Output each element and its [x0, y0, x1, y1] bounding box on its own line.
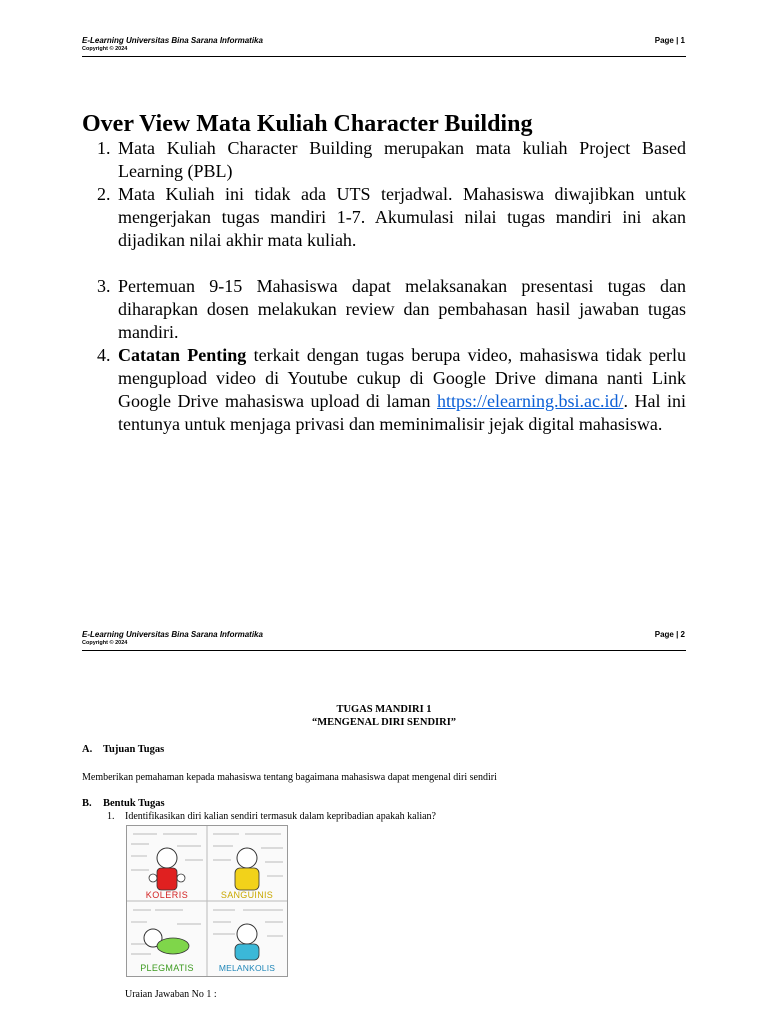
header-title: E-Learning Universitas Bina Sarana Informatika: [82, 630, 263, 639]
label-plegmatis: PLEGMATIS: [140, 963, 194, 973]
label-melankolis: MELANKOLIS: [218, 963, 276, 973]
item-number: 3.: [97, 276, 111, 296]
assignment-subheading: “MENGENAL DIRI SENDIRI”: [311, 717, 457, 728]
melankolis-figure: [235, 924, 259, 960]
section-a-title: [82, 743, 164, 756]
section-b-item-text: Identifikasikan diri kalian sendiri termasuk dalam kepribadian apakah kalian?: [125, 811, 436, 822]
overview-list: [82, 137, 686, 436]
overview-item-2: [82, 183, 686, 252]
overview-item-3: [82, 275, 686, 344]
section-b-title: [82, 797, 165, 810]
item-text: Mata Kuliah ini tidak ada UTS terjadwal. Mahasiswa diwajibkan untuk mengerjakan tugas mandiri 1-7. Akumulasi nilai tugas mandiri ini akan dijadikan nilai akhir mata kuliah.: [118, 184, 686, 250]
sanguinis-figure: [235, 848, 259, 890]
personality-grid-svg: [127, 826, 287, 976]
page1-header: [82, 36, 686, 60]
label-sanguinis: SANGUINIS: [220, 890, 274, 900]
personality-types-illustration: [126, 825, 288, 977]
header-title: E-Learning Universitas Bina Sarana Informatika: [82, 36, 263, 45]
section-title: Tujuan Tugas: [103, 744, 165, 755]
item-text: Pertemuan 9-15 Mahasiswa dapat melaksanakan presentasi tugas dan diharapkan dosen melakukan review dan pembahasan hasil jawaban tugas mandiri.: [118, 276, 686, 342]
section-letter: A.: [82, 744, 93, 755]
header-divider: [82, 56, 686, 57]
section-title: Bentuk Tugas: [103, 798, 165, 809]
header-page-number: Page | 1: [654, 36, 685, 45]
section-letter: B.: [82, 798, 92, 809]
header-page-number: Page | 2: [654, 630, 685, 639]
label-koleris: KOLERIS: [145, 890, 189, 900]
important-note-label: Catatan Penting: [118, 345, 247, 365]
section-b-item-number: 1.: [107, 811, 115, 822]
item-number: 2.: [97, 184, 111, 204]
overview-title: Over View Mata Kuliah Character Building: [82, 111, 533, 137]
koleris-figure: [149, 848, 185, 890]
assignment-heading: TUGAS MANDIRI 1: [336, 704, 432, 715]
item-text: Mata Kuliah Character Building merupakan mata kuliah Project Based Learning (PBL): [118, 138, 686, 181]
header-divider: [82, 650, 686, 651]
answer-label: Uraian Jawaban No 1 :: [125, 989, 217, 1000]
header-copyright: Copyright © 2024: [82, 640, 128, 646]
overview-item-4: [82, 344, 686, 436]
item-text: terkait dengan tugas berupa video, mahasiswa tidak perlu mengupload video di Youtube cukup di Google Drive dimana nanti Link Google Drive mahasiswa upload di laman: [118, 345, 686, 411]
page2-header: [82, 630, 686, 654]
item-number: 1.: [97, 138, 111, 158]
overview-item-1: [82, 137, 686, 183]
section-a-body: Memberikan pemahaman kepada mahasiswa tentang bagaimana mahasiswa dapat mengenal diri sendiri: [82, 772, 497, 783]
item-text-end: . Hal ini tentunya untuk menjaga privasi dan meminimalisir jejak digital mahasiswa.: [118, 391, 686, 434]
elearning-link[interactable]: https://elearning.bsi.ac.id/: [437, 391, 624, 411]
item-number: 4.: [97, 345, 111, 365]
plegmatis-figure: [144, 929, 189, 954]
header-copyright: Copyright © 2024: [82, 46, 128, 52]
